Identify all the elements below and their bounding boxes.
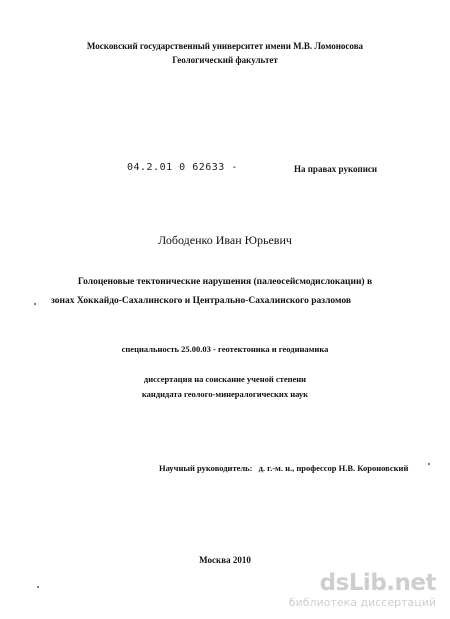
library-stamp-number: 04.2.01 0 62633 - xyxy=(127,162,238,173)
scan-speck xyxy=(34,303,36,305)
manuscript-rights-note: На правах рукописи xyxy=(294,164,378,174)
university-name: Московский государственный университет имени М.В. Ломоносова xyxy=(86,41,364,51)
degree-line-1: диссертация на соискание ученой степени xyxy=(143,374,307,384)
degree-line-2: кандидата геолого-минералогических наук xyxy=(141,389,309,399)
supervisor-label: Научный руководитель: xyxy=(159,463,253,473)
scan-speck xyxy=(37,586,39,588)
watermark-subtitle: библиотека диссертаций xyxy=(288,596,436,609)
watermark xyxy=(289,572,436,609)
dissertation-title-line-1: Голоценовые тектонические нарушения (палеосейсмодислокации) в xyxy=(77,277,373,287)
scan-speck xyxy=(428,463,430,465)
dissertation-title-line-2: зонах Хоккайдо-Сахалинского и Центрально-Сахалинского разломов xyxy=(51,296,351,306)
faculty-name: Геологический факультет xyxy=(172,55,278,65)
supervisor-value: д. г.-м. н., профессор Н.В. Короновский xyxy=(258,463,409,473)
author-name: Лободенко Иван Юрьевич xyxy=(158,233,292,247)
supervisor-block xyxy=(159,463,408,473)
specialty-line: специальность 25.00.03 - геотектоника и геодинамика xyxy=(121,344,329,354)
city-year: Москва 2010 xyxy=(199,555,251,565)
watermark-brand: dsLib.net xyxy=(319,570,436,596)
